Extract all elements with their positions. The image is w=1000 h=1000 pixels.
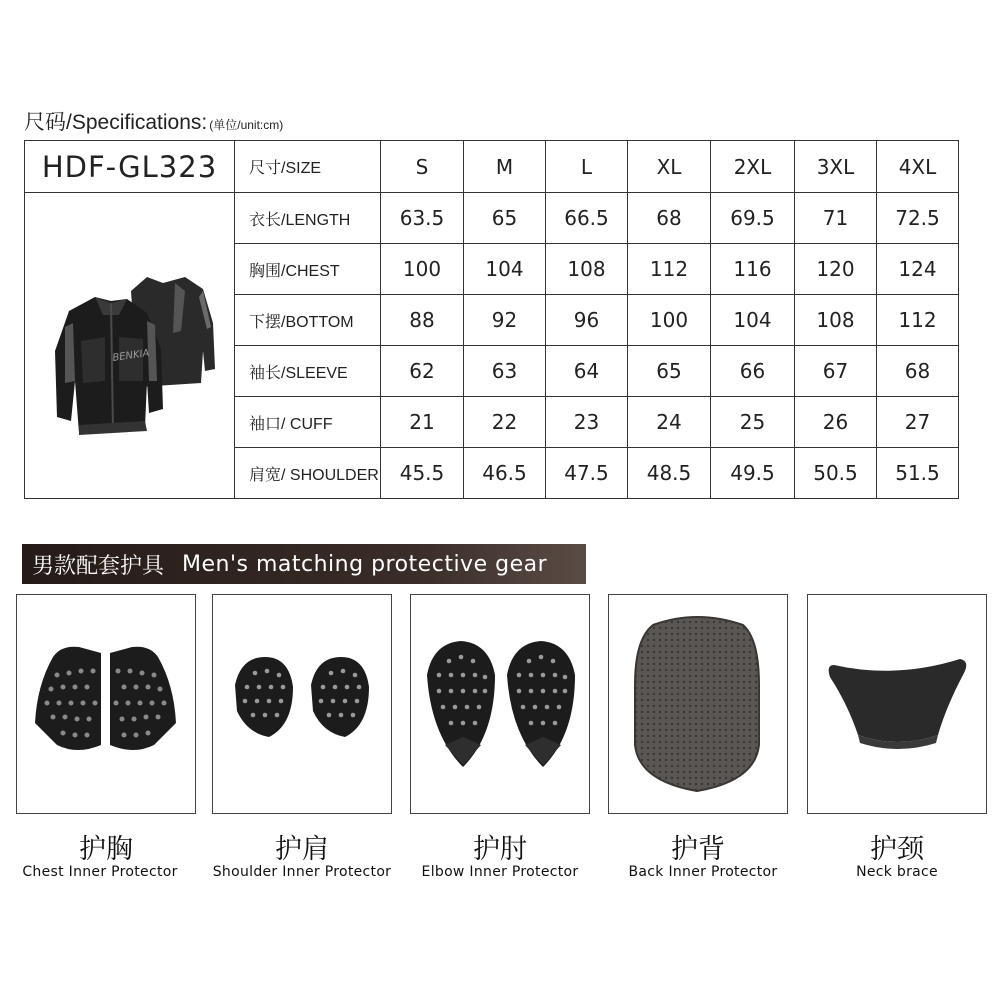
cell: 45.5 [381, 448, 464, 499]
cell: 108 [546, 244, 628, 295]
row-label-bottom: 下摆/BOTTOM [235, 295, 381, 346]
cell: 24 [628, 397, 711, 448]
elbow-protector-icon [411, 595, 588, 812]
row-label-sleeve: 袖长/SLEEVE [235, 346, 381, 397]
specifications-label: 尺码/Specifications: [24, 111, 208, 134]
cell: 27 [877, 397, 959, 448]
cell: 100 [381, 244, 464, 295]
gear-banner-cn: 男款配套护具 [32, 553, 165, 579]
size-4xl: 4XL [877, 141, 959, 193]
cell: 64 [546, 346, 628, 397]
jacket-photo [25, 193, 235, 499]
size-l: L [546, 141, 628, 193]
size-table [24, 140, 959, 499]
cell: 116 [711, 244, 795, 295]
cell: 72.5 [877, 193, 959, 244]
back-protector-icon [609, 595, 786, 812]
cell: 66 [711, 346, 795, 397]
gear-label-cn-neck: 护颈 [870, 834, 924, 865]
cell: 100 [628, 295, 711, 346]
size-header-row [25, 141, 959, 193]
cell: 50.5 [795, 448, 877, 499]
gear-card-back [608, 594, 788, 814]
chest-protector-icon [17, 595, 194, 812]
cell: 46.5 [464, 448, 546, 499]
cell: 66.5 [546, 193, 628, 244]
cell: 22 [464, 397, 546, 448]
model-number: HDF-GL323 [25, 141, 235, 193]
neck-brace-icon [808, 595, 985, 812]
cell: 112 [628, 244, 711, 295]
size-s: S [381, 141, 464, 193]
cell: 120 [795, 244, 877, 295]
cell: 124 [877, 244, 959, 295]
cell: 48.5 [628, 448, 711, 499]
gear-label-en-chest: Chest Inner Protector [22, 864, 178, 880]
gear-card-shoulder [212, 594, 392, 814]
gear-label-en-shoulder: Shoulder Inner Protector [212, 864, 392, 880]
cell: 65 [628, 346, 711, 397]
row-label-chest: 胸围/CHEST [235, 244, 381, 295]
row-label-shoulder: 肩宽/ SHOULDER [235, 448, 381, 499]
gear-banner-en: Men's matching protective gear [182, 551, 548, 577]
shoulder-protector-icon [213, 595, 390, 812]
size-xl: XL [628, 141, 711, 193]
jacket-brand-text: BENKIA [111, 347, 150, 364]
cell: 47.5 [546, 448, 628, 499]
gear-label-cn-back: 护背 [671, 834, 725, 865]
cell: 68 [877, 346, 959, 397]
cell: 65 [464, 193, 546, 244]
gear-banner [22, 544, 586, 584]
size-m: M [464, 141, 546, 193]
cell: 63.5 [381, 193, 464, 244]
cell: 88 [381, 295, 464, 346]
cell: 21 [381, 397, 464, 448]
gear-label-cn-elbow: 护肘 [473, 834, 527, 865]
gear-card-neck [807, 594, 987, 814]
size-2xl: 2XL [711, 141, 795, 193]
gear-card-chest [16, 594, 196, 814]
cell: 69.5 [711, 193, 795, 244]
cell: 112 [877, 295, 959, 346]
table-row [25, 193, 959, 244]
gear-label-en-neck: Neck brace [856, 864, 938, 880]
cell: 108 [795, 295, 877, 346]
gear-label-en-elbow: Elbow Inner Protector [421, 864, 579, 880]
cell: 104 [464, 244, 546, 295]
gear-card-elbow [410, 594, 590, 814]
cell: 23 [546, 397, 628, 448]
size-header-label: 尺寸/SIZE [235, 141, 381, 193]
row-label-cuff: 袖口/ CUFF [235, 397, 381, 448]
cell: 92 [464, 295, 546, 346]
gear-label-en-back: Back Inner Protector [628, 864, 778, 880]
row-label-length: 衣长/LENGTH [235, 193, 381, 244]
jacket-icon [35, 231, 225, 461]
unit-label: (单位/unit:cm) [209, 118, 284, 132]
gear-label-cn-shoulder: 护肩 [275, 834, 329, 865]
size-3xl: 3XL [795, 141, 877, 193]
cell: 104 [711, 295, 795, 346]
cell: 68 [628, 193, 711, 244]
cell: 71 [795, 193, 877, 244]
cell: 67 [795, 346, 877, 397]
cell: 51.5 [877, 448, 959, 499]
cell: 25 [711, 397, 795, 448]
cell: 49.5 [711, 448, 795, 499]
gear-label-cn-chest: 护胸 [79, 834, 133, 865]
cell: 62 [381, 346, 464, 397]
cell: 26 [795, 397, 877, 448]
cell: 96 [546, 295, 628, 346]
specifications-heading [24, 106, 283, 136]
cell: 63 [464, 346, 546, 397]
